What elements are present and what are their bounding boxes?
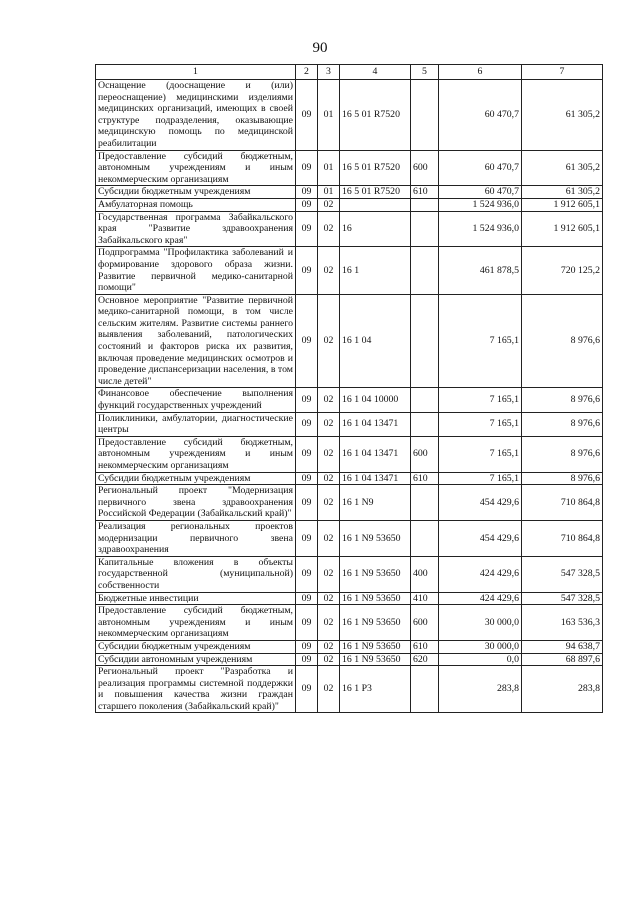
item-name-cell: Реализация региональных проектов модернизации первичного звена здравоохранения xyxy=(96,520,296,556)
expense-type-cell xyxy=(411,666,439,713)
item-name-cell: Предоставление субсидий бюджетным, автономным учреждениям и иным некоммерческим организациям xyxy=(96,150,296,186)
amount-col7-cell: 8 976,6 xyxy=(522,388,603,412)
subsection-cell: 01 xyxy=(318,186,340,199)
subsection-cell: 02 xyxy=(318,653,340,666)
subsection-cell: 02 xyxy=(318,605,340,641)
expense-type-cell: 610 xyxy=(411,186,439,199)
expense-type-cell: 610 xyxy=(411,640,439,653)
expense-type-cell: 600 xyxy=(411,605,439,641)
expense-type-cell xyxy=(411,247,439,294)
table-row xyxy=(96,211,603,247)
target-item-cell: 16 1 04 13471 xyxy=(340,472,411,485)
target-item-cell: 16 1 N9 xyxy=(340,485,411,521)
section-cell: 09 xyxy=(296,388,318,412)
item-name-cell: Финансовое обеспечение выполнения функций государственных учреждений xyxy=(96,388,296,412)
amount-col6-cell: 30 000,0 xyxy=(439,605,522,641)
section-cell: 09 xyxy=(296,485,318,521)
item-name-cell: Субсидии автономным учреждениям xyxy=(96,653,296,666)
expense-type-cell xyxy=(411,388,439,412)
table-row xyxy=(96,592,603,605)
amount-col6-cell: 60 470,7 xyxy=(439,186,522,199)
header-cell: 1 xyxy=(96,65,296,80)
expense-type-cell xyxy=(411,198,439,211)
amount-col7-cell: 68 897,6 xyxy=(522,653,603,666)
header-cell: 5 xyxy=(411,65,439,80)
target-item-cell: 16 1 04 13471 xyxy=(340,412,411,436)
amount-col6-cell: 7 165,1 xyxy=(439,436,522,472)
amount-col6-cell: 461 878,5 xyxy=(439,247,522,294)
section-cell: 09 xyxy=(296,472,318,485)
target-item-cell: 16 1 xyxy=(340,247,411,294)
section-cell: 09 xyxy=(296,605,318,641)
subsection-cell: 02 xyxy=(318,211,340,247)
item-name-cell: Оснащение (дооснащение и (или) переоснащение) медицинскими изделиями медицинских организаций, имеющих в своей структуре подразделения, оказывающие медицинскую помощь по медицинской реабилитации xyxy=(96,80,296,151)
expense-type-cell xyxy=(411,520,439,556)
item-name-cell: Региональный проект "Модернизация первичного звена здравоохранения Российской Федерации (Забайкальский край)" xyxy=(96,485,296,521)
subsection-cell: 02 xyxy=(318,556,340,592)
expense-type-cell xyxy=(411,294,439,388)
expense-type-cell: 600 xyxy=(411,150,439,186)
section-cell: 09 xyxy=(296,80,318,151)
target-item-cell xyxy=(340,198,411,211)
item-name-cell: Амбулаторная помощь xyxy=(96,198,296,211)
expense-type-cell: 600 xyxy=(411,436,439,472)
amount-col7-cell: 547 328,5 xyxy=(522,592,603,605)
section-cell: 09 xyxy=(296,592,318,605)
subsection-cell: 02 xyxy=(318,436,340,472)
table-row xyxy=(96,150,603,186)
amount-col7-cell: 94 638,7 xyxy=(522,640,603,653)
subsection-cell: 02 xyxy=(318,520,340,556)
amount-col6-cell: 7 165,1 xyxy=(439,294,522,388)
section-cell: 09 xyxy=(296,186,318,199)
amount-col7-cell: 720 125,2 xyxy=(522,247,603,294)
table-row xyxy=(96,388,603,412)
table-row xyxy=(96,666,603,713)
amount-col7-cell: 8 976,6 xyxy=(522,472,603,485)
subsection-cell: 02 xyxy=(318,388,340,412)
table-row xyxy=(96,198,603,211)
table-row xyxy=(96,412,603,436)
amount-col6-cell: 1 524 936,0 xyxy=(439,198,522,211)
table-row xyxy=(96,556,603,592)
amount-col6-cell: 424 429,6 xyxy=(439,592,522,605)
expense-type-cell: 400 xyxy=(411,556,439,592)
target-item-cell: 16 1 04 10000 xyxy=(340,388,411,412)
section-cell: 09 xyxy=(296,556,318,592)
amount-col7-cell: 1 912 605,1 xyxy=(522,211,603,247)
amount-col6-cell: 283,8 xyxy=(439,666,522,713)
table-body xyxy=(96,80,603,713)
section-cell: 09 xyxy=(296,150,318,186)
section-cell: 09 xyxy=(296,653,318,666)
section-cell: 09 xyxy=(296,640,318,653)
subsection-cell: 02 xyxy=(318,198,340,211)
subsection-cell: 02 xyxy=(318,485,340,521)
target-item-cell: 16 1 N9 53650 xyxy=(340,556,411,592)
expense-type-cell: 410 xyxy=(411,592,439,605)
subsection-cell: 02 xyxy=(318,294,340,388)
section-cell: 09 xyxy=(296,294,318,388)
amount-col7-cell: 1 912 605,1 xyxy=(522,198,603,211)
amount-col6-cell: 60 470,7 xyxy=(439,150,522,186)
target-item-cell: 16 1 04 xyxy=(340,294,411,388)
target-item-cell: 16 1 N9 53650 xyxy=(340,592,411,605)
subsection-cell: 01 xyxy=(318,80,340,151)
item-name-cell: Региональный проект "Разработка и реализация программы системной поддержки и повышения качества жизни граждан старшего поколения (Забайкальский край)" xyxy=(96,666,296,713)
table-row xyxy=(96,80,603,151)
item-name-cell: Поликлиники, амбулатории, диагностические центры xyxy=(96,412,296,436)
table-row xyxy=(96,640,603,653)
amount-col7-cell: 283,8 xyxy=(522,666,603,713)
amount-col6-cell: 7 165,1 xyxy=(439,388,522,412)
header-cell: 3 xyxy=(318,65,340,80)
section-cell: 09 xyxy=(296,666,318,713)
table-row xyxy=(96,186,603,199)
subsection-cell: 01 xyxy=(318,150,340,186)
amount-col6-cell: 1 524 936,0 xyxy=(439,211,522,247)
amount-col7-cell: 61 305,2 xyxy=(522,150,603,186)
section-cell: 09 xyxy=(296,247,318,294)
target-item-cell: 16 5 01 R7520 xyxy=(340,186,411,199)
table-row xyxy=(96,653,603,666)
subsection-cell: 02 xyxy=(318,247,340,294)
header-cell: 6 xyxy=(439,65,522,80)
table-row xyxy=(96,436,603,472)
table-row xyxy=(96,294,603,388)
section-cell: 09 xyxy=(296,198,318,211)
amount-col6-cell: 30 000,0 xyxy=(439,640,522,653)
header-cell: 2 xyxy=(296,65,318,80)
subsection-cell: 02 xyxy=(318,472,340,485)
amount-col7-cell: 710 864,8 xyxy=(522,520,603,556)
header-cell: 4 xyxy=(340,65,411,80)
section-cell: 09 xyxy=(296,520,318,556)
item-name-cell: Субсидии бюджетным учреждениям xyxy=(96,186,296,199)
expense-type-cell xyxy=(411,485,439,521)
expense-type-cell: 620 xyxy=(411,653,439,666)
expense-type-cell xyxy=(411,80,439,151)
budget-table xyxy=(95,64,603,713)
subsection-cell: 02 xyxy=(318,412,340,436)
item-name-cell: Государственная программа Забайкальского края "Развитие здравоохранения Забайкальского края" xyxy=(96,211,296,247)
target-item-cell: 16 1 N9 53650 xyxy=(340,640,411,653)
item-name-cell: Субсидии бюджетным учреждениям xyxy=(96,640,296,653)
table-row xyxy=(96,472,603,485)
target-item-cell: 16 5 01 R7520 xyxy=(340,80,411,151)
amount-col7-cell: 61 305,2 xyxy=(522,186,603,199)
subsection-cell: 02 xyxy=(318,640,340,653)
table-row xyxy=(96,485,603,521)
amount-col7-cell: 710 864,8 xyxy=(522,485,603,521)
amount-col6-cell: 424 429,6 xyxy=(439,556,522,592)
expense-type-cell: 610 xyxy=(411,472,439,485)
section-cell: 09 xyxy=(296,436,318,472)
item-name-cell: Предоставление субсидий бюджетным, автономным учреждениям и иным некоммерческим организациям xyxy=(96,605,296,641)
amount-col7-cell: 163 536,3 xyxy=(522,605,603,641)
amount-col6-cell: 0,0 xyxy=(439,653,522,666)
subsection-cell: 02 xyxy=(318,592,340,605)
target-item-cell: 16 5 01 R7520 xyxy=(340,150,411,186)
item-name-cell: Капитальные вложения в объекты государственной (муниципальной) собственности xyxy=(96,556,296,592)
amount-col7-cell: 8 976,6 xyxy=(522,294,603,388)
amount-col6-cell: 7 165,1 xyxy=(439,412,522,436)
item-name-cell: Предоставление субсидий бюджетным, автономным учреждениям и иным некоммерческим организациям xyxy=(96,436,296,472)
section-cell: 09 xyxy=(296,412,318,436)
target-item-cell: 16 xyxy=(340,211,411,247)
item-name-cell: Подпрограмма "Профилактика заболеваний и формирование здорового образа жизни. Развитие первичной медико-санитарной помощи" xyxy=(96,247,296,294)
target-item-cell: 16 1 N9 53650 xyxy=(340,605,411,641)
subsection-cell: 02 xyxy=(318,666,340,713)
target-item-cell: 16 1 N9 53650 xyxy=(340,520,411,556)
section-cell: 09 xyxy=(296,211,318,247)
item-name-cell: Основное мероприятие "Развитие первичной медико-санитарной помощи, в том числе сельским жителям. Развитие системы раннего выявления заболеваний, патологических состояний и факторов риска их развития, включая проведение медицинских осмотров и проведение диспансеризации населения, в том числе детей" xyxy=(96,294,296,388)
target-item-cell: 16 1 N9 53650 xyxy=(340,653,411,666)
amount-col7-cell: 547 328,5 xyxy=(522,556,603,592)
table-row xyxy=(96,520,603,556)
table-row xyxy=(96,247,603,294)
table-row xyxy=(96,605,603,641)
header-cell: 7 xyxy=(522,65,603,80)
expense-type-cell xyxy=(411,211,439,247)
expense-type-cell xyxy=(411,412,439,436)
amount-col7-cell: 8 976,6 xyxy=(522,436,603,472)
amount-col7-cell: 8 976,6 xyxy=(522,412,603,436)
amount-col7-cell: 61 305,2 xyxy=(522,80,603,151)
header-row xyxy=(96,65,603,80)
amount-col6-cell: 60 470,7 xyxy=(439,80,522,151)
amount-col6-cell: 454 429,6 xyxy=(439,485,522,521)
item-name-cell: Субсидии бюджетным учреждениям xyxy=(96,472,296,485)
item-name-cell: Бюджетные инвестиции xyxy=(96,592,296,605)
amount-col6-cell: 454 429,6 xyxy=(439,520,522,556)
target-item-cell: 16 1 P3 xyxy=(340,666,411,713)
target-item-cell: 16 1 04 13471 xyxy=(340,436,411,472)
amount-col6-cell: 7 165,1 xyxy=(439,472,522,485)
page-number: 90 xyxy=(312,40,328,56)
